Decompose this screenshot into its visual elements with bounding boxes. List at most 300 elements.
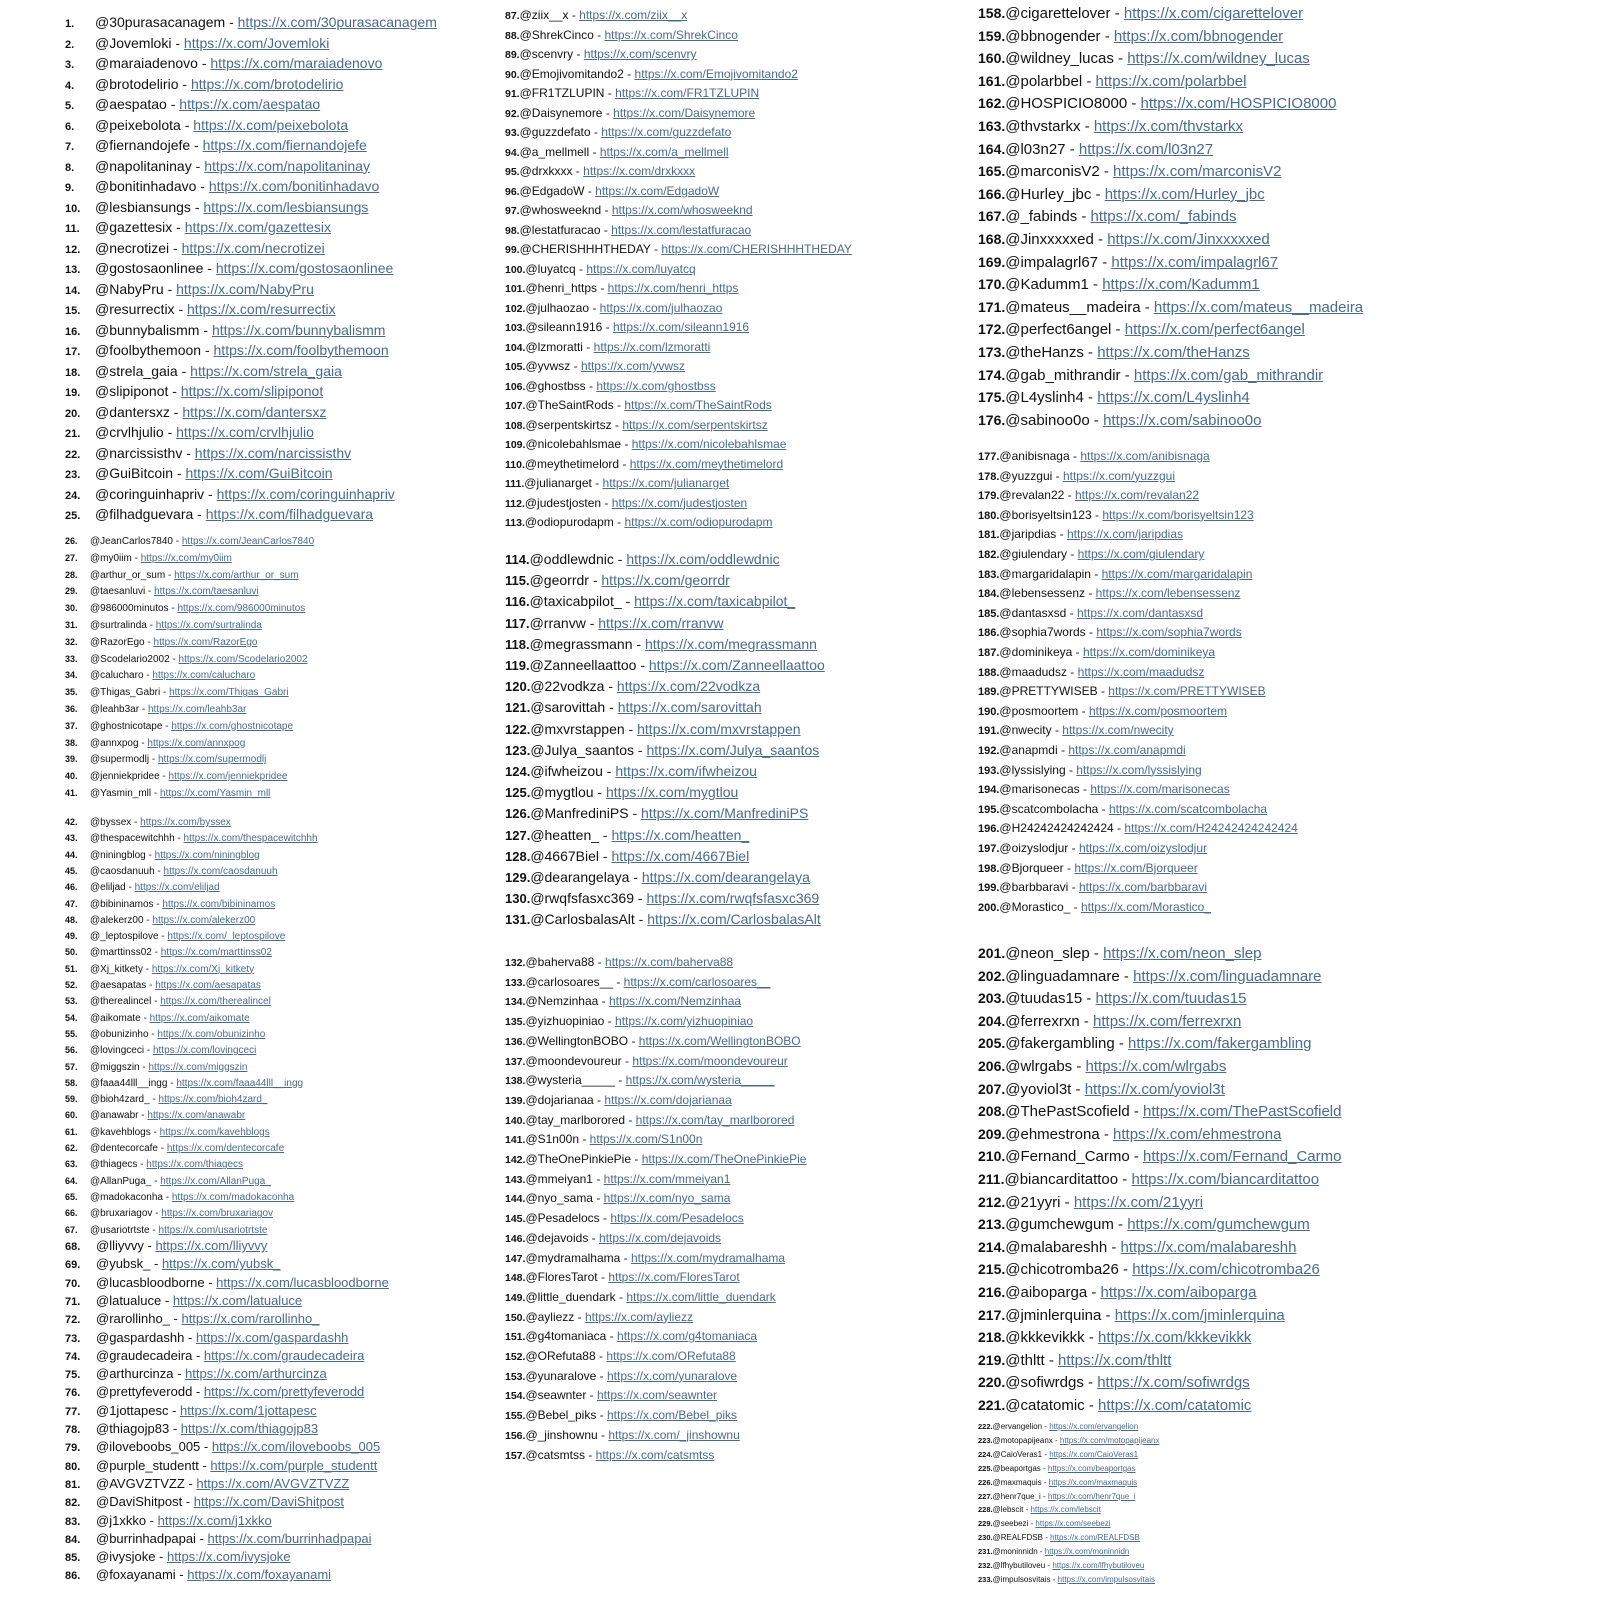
handle-text: @baherva88: [525, 955, 595, 969]
handle-text: @jaripdias: [999, 527, 1057, 542]
separator: -: [599, 1211, 611, 1226]
item-number: 1.: [65, 18, 75, 30]
profile-link[interactable]: https://x.com/narcissisthv: [194, 444, 352, 461]
list-item: [505, 477, 729, 490]
profile-link[interactable]: https://x.com/guzzdefato: [601, 125, 732, 139]
profile-link[interactable]: https://x.com/yvwsz: [580, 359, 685, 373]
profile-link[interactable]: https://x.com/Fernand_Carmo: [1143, 1148, 1342, 1166]
profile-link[interactable]: https://x.com/cigarettelover: [1123, 5, 1304, 22]
profile-link[interactable]: https://x.com/arthurcinza: [185, 1366, 327, 1382]
profile-link[interactable]: https://x.com/malabareshh: [1120, 1238, 1297, 1256]
profile-link[interactable]: https://x.com/posmoortem: [1088, 703, 1228, 718]
list-item: [978, 1172, 1319, 1187]
profile-link[interactable]: https://x.com/margaridalapin: [1101, 566, 1253, 581]
profile-link[interactable]: https://x.com/jenniekpridee: [168, 771, 288, 783]
profile-link[interactable]: https://x.com/dojarianaa: [604, 1092, 732, 1107]
separator: -: [613, 398, 625, 412]
profile-link[interactable]: https://x.com/borisyeltsin123: [1102, 507, 1254, 522]
profile-link[interactable]: https://x.com/JeanCarlos7840: [181, 536, 315, 547]
handle-text: @brotodelirio: [95, 75, 179, 92]
profile-link[interactable]: https://x.com/Nemzinhaa: [609, 994, 742, 1009]
profile-link[interactable]: https://x.com/anibisnaga: [1080, 449, 1210, 463]
separator: -: [615, 1073, 626, 1088]
profile-link[interactable]: https://x.com/Xj_kitkety: [151, 963, 255, 975]
profile-link[interactable]: https://x.com/julhaozao: [599, 300, 723, 315]
profile-link[interactable]: https://x.com/mygtlou: [606, 784, 739, 801]
profile-link[interactable]: https://x.com/surtralinda: [155, 620, 262, 631]
separator: -: [204, 485, 217, 502]
separator: -: [620, 1250, 631, 1265]
profile-link[interactable]: https://x.com/aiboparga: [1100, 1284, 1257, 1301]
profile-link[interactable]: https://x.com/napolitaninay: [204, 157, 370, 174]
profile-link[interactable]: https://x.com/oddlewdnic: [626, 551, 780, 567]
profile-link[interactable]: https://x.com/ifwheizou: [615, 763, 757, 779]
profile-link[interactable]: https://x.com/impalagrl67: [1111, 253, 1279, 271]
profile-link[interactable]: https://x.com/rwqfsfasxc369: [646, 890, 820, 907]
profile-link[interactable]: https://x.com/thltt: [1058, 1351, 1172, 1369]
profile-link[interactable]: https://x.com/serpentskirtsz: [622, 417, 768, 432]
profile-link[interactable]: https://x.com/lyssislying: [1076, 762, 1202, 777]
handle-text: @DaviShitpost: [96, 1494, 183, 1510]
profile-link[interactable]: https://x.com/megrassmann: [644, 635, 817, 652]
profile-link[interactable]: https://x.com/chicotromba26: [1132, 1261, 1320, 1279]
profile-link[interactable]: https://x.com/L4yslinh4: [1097, 389, 1250, 407]
profile-link[interactable]: https://x.com/baherva88: [605, 955, 734, 969]
profile-link[interactable]: https://x.com/ehmestrona: [1113, 1125, 1282, 1143]
profile-link[interactable]: https://x.com/burrinhadpapai: [207, 1530, 372, 1546]
profile-link[interactable]: https://x.com/drxkxxx: [583, 164, 696, 178]
profile-link[interactable]: https://x.com/perfect6angel: [1124, 321, 1305, 339]
profile-link[interactable]: https://x.com/dentecorcafe: [166, 1143, 285, 1154]
profile-link[interactable]: https://x.com/peixebolota: [193, 116, 349, 133]
profile-link[interactable]: https://x.com/CHERISHHHTHEDAY: [661, 242, 852, 256]
profile-link[interactable]: https://x.com/g4tomaniaca: [617, 1329, 758, 1344]
profile-link[interactable]: https://x.com/strela_gaia: [190, 362, 342, 379]
profile-link[interactable]: https://x.com/anapmdi: [1068, 743, 1186, 757]
profile-link[interactable]: https://x.com/_fabinds: [1090, 208, 1237, 226]
profile-link[interactable]: https://x.com/meythetimelord: [629, 456, 784, 471]
profile-link[interactable]: https://x.com/dantersxz: [182, 403, 327, 420]
profile-link[interactable]: https://x.com/yunaralove: [607, 1368, 738, 1383]
separator: -: [174, 833, 184, 845]
profile-link[interactable]: https://x.com/yizhuopiniao: [615, 1014, 754, 1029]
list-item: [505, 1114, 794, 1127]
profile-link[interactable]: https://x.com/sophia7words: [1096, 625, 1242, 640]
profile-link[interactable]: https://x.com/gostosaonlinee: [215, 260, 394, 276]
profile-link[interactable]: https://x.com/tuudas15: [1095, 990, 1247, 1008]
profile-link[interactable]: https://x.com/latualuce: [172, 1292, 303, 1308]
profile-link[interactable]: https://x.com/dantasxsd: [1076, 605, 1204, 620]
profile-link[interactable]: https://x.com/thespacewitchhh: [183, 833, 318, 845]
profile-link[interactable]: https://x.com/ManfrediniPS: [641, 805, 809, 822]
profile-link[interactable]: https://x.com/_jinshownu: [608, 1427, 740, 1442]
item-number: 95.: [505, 166, 520, 178]
profile-link[interactable]: https://x.com/REALFDSB: [1050, 1533, 1140, 1543]
profile-link[interactable]: https://x.com/seebezi: [1035, 1519, 1111, 1529]
list-item: [65, 621, 262, 631]
profile-link[interactable]: https://x.com/gaspardashh: [195, 1329, 349, 1345]
profile-link[interactable]: https://x.com/bbnogender: [1113, 27, 1284, 45]
profile-link[interactable]: https://x.com/lfhybutiloveu: [1052, 1561, 1145, 1570]
profile-link[interactable]: https://x.com/wildney_lucas: [1127, 50, 1310, 68]
profile-link[interactable]: https://x.com/slipiponot: [180, 383, 324, 399]
list-item: [978, 685, 1266, 698]
profile-link[interactable]: https://x.com/lucasbloodborne: [216, 1274, 389, 1290]
profile-link[interactable]: https://x.com/biancarditattoo: [1131, 1171, 1320, 1188]
profile-link[interactable]: https://x.com/linguadamnare: [1133, 967, 1322, 985]
profile-link[interactable]: https://x.com/brotodelirio: [190, 75, 344, 92]
profile-link[interactable]: https://x.com/Daisynemore: [613, 105, 756, 120]
item-number: 186.: [978, 627, 1000, 640]
profile-link[interactable]: https://x.com/sabinoo0o: [1103, 411, 1262, 429]
separator: -: [595, 1349, 607, 1363]
profile-link[interactable]: https://x.com/moninnidn: [1044, 1547, 1130, 1557]
profile-link[interactable]: https://x.com/Scodelario2002: [178, 653, 308, 665]
profile-link[interactable]: https://x.com/maraiadenovo: [210, 55, 383, 71]
item-number: 189.: [978, 686, 1000, 699]
profile-link[interactable]: https://x.com/leahb3ar: [147, 704, 247, 715]
profile-link[interactable]: https://x.com/ShrekCinco: [604, 27, 738, 42]
profile-link[interactable]: https://x.com/byssex: [140, 817, 231, 828]
profile-link[interactable]: https://x.com/carlosoares__: [623, 974, 771, 989]
profile-link[interactable]: https://x.com/GuiBitcoin: [185, 465, 333, 481]
profile-link[interactable]: https://x.com/fakergambling: [1128, 1035, 1312, 1053]
profile-link[interactable]: https://x.com/anawabr: [147, 1110, 246, 1122]
profile-link[interactable]: https://x.com/ferrexrxn: [1093, 1012, 1242, 1030]
profile-link[interactable]: https://x.com/catsmtss: [595, 1447, 715, 1462]
profile-link[interactable]: https://x.com/niningblog: [154, 849, 260, 861]
profile-link[interactable]: https://x.com/aesapatas: [155, 980, 261, 991]
item-number: 87.: [505, 10, 520, 22]
list-item: [505, 828, 749, 842]
profile-link[interactable]: https://x.com/Jovemloki: [183, 34, 330, 51]
profile-link[interactable]: https://x.com/21yyri: [1073, 1193, 1204, 1211]
profile-link[interactable]: https://x.com/rarollinho_: [181, 1311, 320, 1327]
profile-link[interactable]: https://x.com/barbbaravi: [1078, 880, 1208, 895]
list-item: [978, 74, 1246, 89]
profile-link[interactable]: https://x.com/S1n00n: [589, 1132, 703, 1147]
profile-link[interactable]: https://x.com/neon_slep: [1103, 945, 1262, 962]
separator: -: [161, 1292, 173, 1308]
profile-link[interactable]: https://x.com/FloresTarot: [608, 1270, 740, 1285]
profile-link[interactable]: https://x.com/supermodlj: [157, 754, 267, 766]
item-number: 112.: [505, 497, 525, 510]
profile-link[interactable]: https://x.com/taesanluvi: [154, 586, 259, 598]
handle-text: @aesapatas: [90, 980, 147, 991]
profile-link[interactable]: https://x.com/foolbythemoon: [213, 342, 389, 358]
item-number: 8.: [65, 161, 75, 174]
profile-link[interactable]: https://x.com/maxmaquis: [1048, 1477, 1138, 1487]
profile-link[interactable]: https://x.com/mxvrstappen: [637, 720, 801, 737]
profile-link[interactable]: https://x.com/georrdr: [601, 572, 730, 589]
profile-link[interactable]: https://x.com/moondevoureur: [632, 1053, 788, 1068]
list-item: [505, 722, 801, 736]
profile-link[interactable]: https://x.com/ayliezz: [584, 1309, 694, 1324]
profile-link[interactable]: https://x.com/taxicabpilot_: [634, 593, 796, 610]
profile-link[interactable]: https://x.com/heatten_: [611, 826, 750, 843]
profile-link[interactable]: https://x.com/bruxariagov: [161, 1208, 274, 1220]
profile-link[interactable]: https://x.com/resurrectix: [187, 301, 336, 317]
profile-link[interactable]: https://x.com/986000minutos: [177, 603, 306, 615]
profile-link[interactable]: https://x.com/kkkevikkk: [1098, 1329, 1252, 1347]
profile-link[interactable]: https://x.com/henr7que_i: [1047, 1491, 1136, 1501]
profile-link[interactable]: https://x.com/HOSPICIO8000: [1140, 95, 1337, 113]
profile-link[interactable]: https://x.com/faaa44lll__ingg: [176, 1077, 304, 1089]
profile-link[interactable]: https://x.com/theHanzs: [1097, 344, 1250, 361]
profile-link[interactable]: https://x.com/Bjorqueer: [1074, 860, 1198, 875]
profile-link[interactable]: https://x.com/calucharo: [152, 670, 256, 682]
profile-link[interactable]: https://x.com/lebensessenz: [1095, 586, 1241, 601]
profile-link[interactable]: https://x.com/TheOnePinkiePie: [641, 1152, 807, 1166]
profile-link[interactable]: https://x.com/H24242424242424: [1124, 821, 1298, 836]
profile-link[interactable]: https://x.com/ivysjoke: [167, 1549, 291, 1565]
profile-link[interactable]: https://x.com/dominikeya: [1082, 645, 1216, 659]
profile-link[interactable]: https://x.com/annxpog: [147, 737, 246, 749]
profile-link[interactable]: https://x.com/mmeiyan1: [603, 1171, 731, 1186]
profile-link[interactable]: https://x.com/julianarget: [602, 476, 730, 490]
list-item: [65, 1063, 247, 1073]
profile-link[interactable]: https://x.com/Julya_saantos: [646, 741, 820, 758]
list-item: [505, 185, 719, 198]
profile-link[interactable]: https://x.com/wlrgabs: [1085, 1058, 1227, 1075]
profile-link[interactable]: https://x.com/wysteria_____: [625, 1073, 775, 1088]
profile-link[interactable]: https://x.com/DaviShitpost: [193, 1494, 345, 1510]
profile-link[interactable]: https://x.com/foxayanami: [187, 1567, 332, 1583]
profile-link[interactable]: https://x.com/NabyPru: [176, 280, 314, 297]
profile-link[interactable]: https://x.com/TheSaintRods: [624, 398, 772, 412]
profile-link[interactable]: https://x.com/Yasmin_mll: [159, 788, 271, 799]
profile-link[interactable]: https://x.com/gazettesix: [184, 219, 331, 235]
handle-text: @S1n00n: [525, 1132, 579, 1147]
profile-link[interactable]: https://x.com/bunnybalismm: [211, 321, 386, 338]
profile-link[interactable]: https://x.com/prettyfeverodd: [203, 1384, 365, 1400]
profile-link[interactable]: https://x.com/gab_mithrandir: [1133, 366, 1324, 384]
profile-link[interactable]: https://x.com/purple_studentt: [210, 1457, 378, 1473]
separator: -: [150, 1126, 160, 1138]
profile-link[interactable]: https://x.com/AllanPuga_: [160, 1175, 271, 1187]
profile-link[interactable]: https://x.com/lestatfuracao: [611, 222, 752, 237]
handle-text: @ferrexrxn: [1005, 1012, 1080, 1030]
profile-link[interactable]: https://x.com/revalan22: [1074, 488, 1200, 503]
profile-link[interactable]: https://x.com/ORefuta88: [606, 1349, 736, 1363]
profile-link[interactable]: https://x.com/maadudsz: [1077, 664, 1205, 679]
profile-link[interactable]: https://x.com/sileann1916: [613, 320, 750, 334]
profile-link[interactable]: https://x.com/bonitinhadavo: [208, 178, 380, 194]
profile-link[interactable]: https://x.com/crvlhjulio: [176, 424, 314, 440]
profile-link[interactable]: https://x.com/necrotizei: [181, 239, 325, 256]
profile-link[interactable]: https://x.com/bioh4zard_: [158, 1094, 268, 1106]
profile-link[interactable]: https://x.com/mydramalhama: [630, 1250, 786, 1265]
profile-link[interactable]: https://x.com/jaripdias: [1066, 527, 1184, 542]
list-item: [505, 658, 825, 672]
profile-link[interactable]: https://x.com/giulendary: [1077, 547, 1205, 561]
separator: -: [574, 1309, 585, 1324]
item-number: 92.: [505, 107, 520, 120]
profile-link[interactable]: https://x.com/bibininamos: [162, 898, 276, 910]
profile-link[interactable]: https://x.com/1jottapesc: [180, 1402, 317, 1418]
profile-link[interactable]: https://x.com/30purasacanagem: [237, 14, 437, 30]
profile-link[interactable]: https://x.com/RazorEgo: [153, 636, 258, 648]
profile-link[interactable]: https://x.com/EdgadoW: [595, 183, 720, 198]
item-number: 197.: [978, 843, 1000, 855]
profile-link[interactable]: https://x.com/alekerz00: [152, 914, 256, 926]
profile-link[interactable]: https://x.com/Jinxxxxxed: [1107, 231, 1270, 248]
profile-link[interactable]: https://x.com/thiagecs: [146, 1159, 244, 1171]
handle-text: @niningblog: [90, 849, 146, 861]
list-item: [978, 881, 1207, 894]
profile-link[interactable]: https://x.com/a_mellmell: [599, 144, 729, 159]
profile-link[interactable]: https://x.com/Emojivomitando2: [634, 66, 798, 81]
profile-link[interactable]: https://x.com/ThePastScofield: [1143, 1103, 1342, 1121]
profile-link[interactable]: https://x.com/therealincel: [160, 996, 271, 1008]
profile-link[interactable]: https://x.com/impulsosvitais: [1057, 1574, 1156, 1584]
list-item: [65, 688, 289, 698]
profile-link[interactable]: https://x.com/polarbbel: [1095, 72, 1247, 90]
profile-link[interactable]: https://x.com/ziix__x: [579, 8, 688, 22]
profile-link[interactable]: https://x.com/scenvry: [583, 47, 697, 61]
profile-link[interactable]: https://x.com/ervangelion: [1049, 1422, 1139, 1431]
profile-link[interactable]: https://x.com/eliljad: [134, 882, 220, 894]
profile-link[interactable]: https://x.com/jminlerquina: [1114, 1306, 1285, 1324]
list-item: [505, 282, 738, 295]
profile-link[interactable]: https://x.com/oizyslodjur: [1078, 841, 1208, 855]
profile-link[interactable]: https://x.com/Thigas_Gabri: [169, 687, 289, 699]
profile-link[interactable]: https://x.com/judestjosten: [611, 495, 748, 510]
profile-link[interactable]: https://x.com/gumchewgum: [1127, 1216, 1310, 1234]
profile-link[interactable]: https://x.com/dearangelaya: [641, 869, 810, 885]
profile-link[interactable]: https://x.com/arthur_or_sum: [174, 569, 299, 581]
profile-link[interactable]: https://x.com/obunizinho: [157, 1028, 266, 1040]
profile-link[interactable]: https://x.com/whosweeknd: [611, 203, 753, 217]
profile-link[interactable]: https://x.com/22vodkza: [616, 678, 761, 695]
handle-text: @mxvrstappen: [530, 720, 625, 737]
profile-link[interactable]: https://x.com/CarlosbalasAlt: [647, 911, 821, 928]
profile-link[interactable]: https://x.com/rranvw: [598, 614, 724, 631]
profile-link[interactable]: https://x.com/marttinss02: [160, 947, 272, 959]
profile-link[interactable]: https://x.com/sofiwrdgs: [1097, 1374, 1250, 1392]
profile-link[interactable]: https://x.com/kavehblogs: [159, 1126, 270, 1138]
profile-link[interactable]: https://x.com/yubsk_: [161, 1256, 281, 1272]
separator: -: [1085, 625, 1097, 640]
profile-link[interactable]: https://x.com/lovingceci: [152, 1045, 257, 1057]
profile-link[interactable]: https://x.com/graudecadeira: [203, 1347, 365, 1363]
profile-link[interactable]: https://x.com/little_duendark: [626, 1289, 776, 1304]
profile-link[interactable]: https://x.com/yoviol3t: [1084, 1080, 1225, 1098]
profile-link[interactable]: https://x.com/scatcombolacha: [1109, 801, 1268, 816]
profile-link[interactable]: https://x.com/aespatao: [179, 96, 321, 112]
profile-link[interactable]: https://x.com/ghostnicotape: [171, 720, 294, 732]
separator: -: [167, 1077, 177, 1089]
separator: -: [175, 1567, 188, 1583]
profile-link[interactable]: https://x.com/ghostbss: [596, 378, 716, 393]
list-item: [505, 126, 731, 139]
profile-link[interactable]: https://x.com/aikomate: [149, 1012, 250, 1024]
profile-link[interactable]: https://x.com/odiopurodapm: [624, 515, 773, 529]
profile-link[interactable]: https://x.com/henri_https: [607, 281, 739, 295]
profile-link[interactable]: https://x.com/miggszin: [148, 1061, 248, 1073]
profile-link[interactable]: https://x.com/beaportgas: [1047, 1463, 1136, 1473]
profile-link[interactable]: https://x.com/catatomic: [1098, 1397, 1252, 1414]
handle-text: @30purasacanagem: [95, 14, 226, 30]
profile-link[interactable]: https://x.com/tay_marlborored: [635, 1112, 795, 1127]
profile-link[interactable]: https://x.com/Bebel_piks: [607, 1408, 738, 1423]
item-number: 39.: [65, 754, 78, 765]
handle-text: @napolitaninay: [95, 157, 192, 174]
handle-text: @Jinxxxxxed: [1005, 231, 1094, 248]
profile-link[interactable]: https://x.com/fiernandojefe: [202, 137, 367, 153]
profile-link[interactable]: https://x.com/lesbiansungs: [203, 198, 369, 215]
profile-link[interactable]: https://x.com/lzmoratti: [593, 339, 711, 354]
handle-text: @dentecorcafe: [90, 1143, 158, 1154]
separator: -: [1089, 411, 1104, 429]
profile-link[interactable]: https://x.com/madokaconha: [171, 1191, 295, 1203]
profile-link[interactable]: https://x.com/Pesadelocs: [610, 1211, 744, 1226]
profile-link[interactable]: https://x.com/caosdanuuh: [163, 865, 278, 877]
profile-link[interactable]: https://x.com/my0iim: [140, 552, 232, 564]
handle-text: @yunaralove: [525, 1368, 597, 1383]
profile-link[interactable]: https://x.com/motopapijeanx: [1059, 1435, 1160, 1445]
profile-link[interactable]: https://x.com/mateus__madeira: [1153, 298, 1364, 316]
profile-link[interactable]: https://x.com/thvstarkx: [1093, 118, 1244, 135]
profile-link[interactable]: https://x.com/lebscit: [1030, 1505, 1101, 1515]
profile-link[interactable]: https://x.com/Kadumm1: [1102, 276, 1260, 294]
profile-link[interactable]: https://x.com/iloveboobs_005: [211, 1439, 381, 1455]
profile-link[interactable]: https://x.com/seawnter: [596, 1388, 718, 1403]
list-item: [505, 573, 730, 587]
profile-link[interactable]: https://x.com/lliyvvy: [155, 1238, 268, 1253]
profile-link[interactable]: https://x.com/Morastico_: [1080, 899, 1212, 914]
profile-link[interactable]: https://x.com/nyo_sama: [603, 1191, 731, 1206]
list-item: [505, 1015, 753, 1028]
profile-link[interactable]: https://x.com/AVGVZTVZZ: [196, 1475, 350, 1491]
profile-link[interactable]: https://x.com/yuzzgui: [1062, 468, 1176, 483]
handle-text: @4667Biel: [530, 847, 600, 864]
handle-text: @ghostbss: [525, 378, 586, 393]
profile-link[interactable]: https://x.com/PRETTYWISEB: [1108, 684, 1266, 699]
profile-link[interactable]: https://x.com/usariotrtste: [158, 1224, 268, 1236]
profile-link[interactable]: https://x.com/luyatcq: [586, 261, 696, 276]
profile-link[interactable]: https://x.com/thiagojp83: [180, 1421, 319, 1436]
profile-link[interactable]: https://x.com/Zanneellaattoo: [648, 657, 825, 673]
profile-link[interactable]: https://x.com/marisonecas: [1090, 782, 1230, 797]
profile-link[interactable]: https://x.com/nwecity: [1062, 723, 1174, 738]
item-number: 193.: [978, 764, 1000, 777]
profile-link[interactable]: https://x.com/nicolebahlsmae: [631, 437, 787, 451]
handle-text: @graudecadeira: [96, 1347, 193, 1363]
separator: -: [1097, 684, 1109, 699]
separator: -: [1087, 1284, 1101, 1301]
profile-link[interactable]: https://x.com/marconisV2: [1113, 163, 1282, 181]
list-item: [978, 51, 1310, 66]
profile-link[interactable]: https://x.com/filhadguevara: [205, 506, 374, 522]
profile-link[interactable]: https://x.com/Hurley_jbc: [1104, 185, 1265, 203]
list-item: [65, 1568, 331, 1582]
profile-link[interactable]: https://x.com/4667Biel: [611, 847, 750, 864]
separator: -: [151, 996, 161, 1008]
profile-link[interactable]: https://x.com/sarovittah: [617, 699, 762, 716]
profile-link[interactable]: https://x.com/dejavoids: [599, 1230, 722, 1245]
profile-link[interactable]: https://x.com/FR1TZLUPIN: [615, 86, 760, 100]
list-item: [505, 1449, 714, 1462]
profile-link[interactable]: https://x.com/coringuinhapriv: [216, 485, 395, 502]
list-item: [978, 119, 1243, 134]
profile-link[interactable]: https://x.com/_leptospilove: [167, 931, 286, 943]
profile-link[interactable]: https://x.com/j1xkko: [157, 1512, 272, 1528]
profile-link[interactable]: https://x.com/l03n27: [1078, 140, 1214, 158]
handle-text: @seebezi: [992, 1519, 1029, 1529]
profile-link[interactable]: https://x.com/WellingtonBOBO: [638, 1033, 801, 1048]
profile-link[interactable]: https://x.com/CaioVeras1: [1049, 1449, 1139, 1459]
